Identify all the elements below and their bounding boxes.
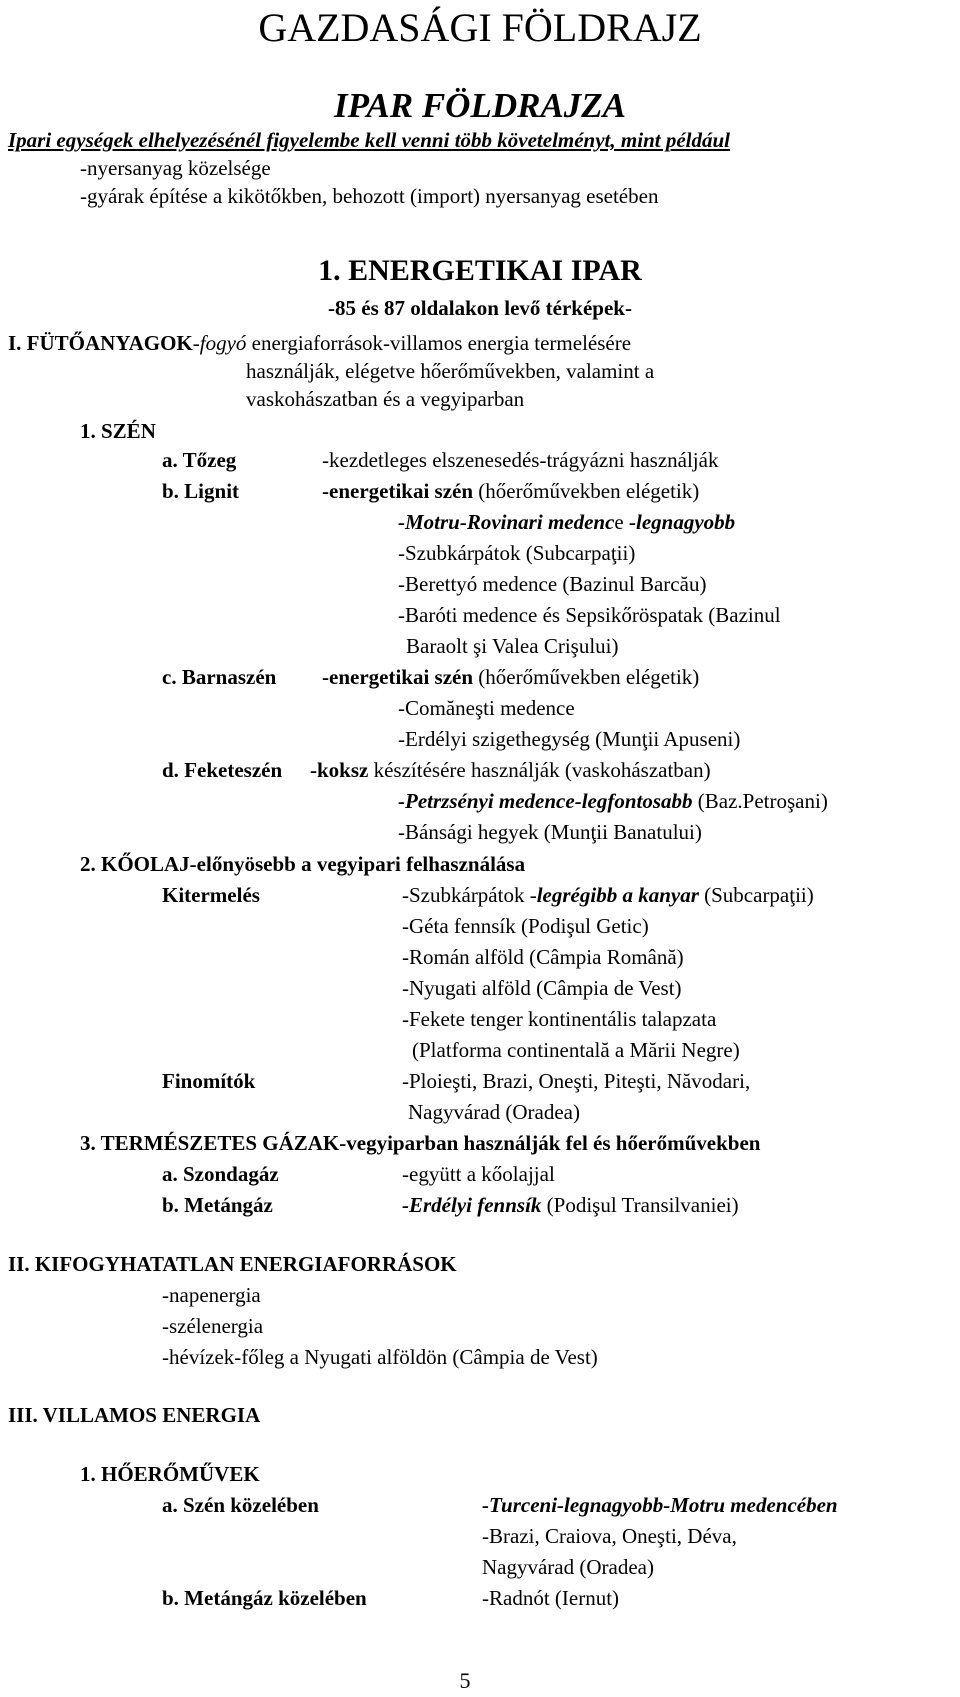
coal-b-label: b. Lignit <box>162 479 240 503</box>
coal-d-desc-rest: készítésére használják (vaskohászatban) <box>368 758 711 782</box>
power-a-item: Nagyvárad (Oradea) <box>482 1555 654 1579</box>
intro-heading: Ipari egységek elhelyezésénél figyelembe kell venni több követelményt, mint például <box>8 128 730 152</box>
renewable-item: -napenergia <box>162 1283 261 1307</box>
coal-b-desc <box>322 478 699 504</box>
gas-b-label: b. Metángáz <box>162 1193 273 1217</box>
part-i-italic: fogyó <box>199 331 247 355</box>
coal-b-desc-rest: (hőerőművekben elégetik) <box>473 479 700 503</box>
power-a-desc: -Turceni-legnagyobb-Motru medencében <box>482 1493 838 1517</box>
intro-item: -gyárak építése a kikötőkben, behozott (import) nyersanyag esetében <box>80 184 659 208</box>
part-i-sep: - <box>192 331 200 355</box>
part-i-rest: energiaforrások-villamos energia termelésére <box>246 331 632 355</box>
coal-d-desc <box>310 757 711 783</box>
coal-d-label: d. Feketeszén <box>162 758 283 782</box>
oil-refinery-label: Finomítók <box>162 1069 256 1093</box>
coal-a-desc: -kezdetleges elszenesedés-trágyázni használják <box>322 448 719 472</box>
black-coal-item-rest: (Baz.Petroşani) <box>692 789 828 813</box>
power-a-item: -Brazi, Craiova, Oneşti, Déva, <box>482 1524 737 1548</box>
part-iii-heading: III. VILLAMOS ENERGIA <box>8 1403 261 1427</box>
page-number: 5 <box>459 1668 471 1693</box>
oil-ex1-post: (Subcarpaţii) <box>698 883 814 907</box>
lignite-item-italic: -legnagyobb <box>629 510 736 534</box>
part-i-line2: használják, elégetve hőerőművekben, valamint a <box>246 359 655 383</box>
coal-d-desc-bold: -koksz <box>310 758 369 782</box>
section-title: 1. ENERGETIKAI IPAR <box>318 254 642 287</box>
lignite-item-plain: e <box>614 510 629 534</box>
coal-heading: 1. SZÉN <box>80 419 156 443</box>
oil-refinery-item: -Ploieşti, Brazi, Oneşti, Piteşti, Năvodari, <box>402 1069 751 1093</box>
oil-refinery-item: Nagyvárad (Oradea) <box>408 1100 580 1124</box>
oil-extraction-item: (Platforma continentală a Mării Negre) <box>412 1038 740 1062</box>
oil-extraction-item: -Nyugati alföld (Câmpia de Vest) <box>402 976 682 1000</box>
gas-heading: 3. TERMÉSZETES GÁZAK-vegyiparban használják fel és hőerőművekben <box>80 1131 761 1155</box>
lignite-item: -Szubkárpátok (Subcarpaţii) <box>398 541 636 565</box>
power-b-label: b. Metángáz közelében <box>162 1586 367 1610</box>
oil-extraction-label: Kitermelés <box>162 883 260 907</box>
intro-item: -nyersanyag közelsége <box>80 156 271 180</box>
maps-note: -85 és 87 oldalakon levő térképek- <box>328 296 632 320</box>
gas-b-desc-rest: (Podişul Transilvaniei) <box>541 1193 739 1217</box>
oil-extraction-item: -Román alföld (Câmpia Română) <box>402 945 684 969</box>
brown-coal-item: -Erdélyi szigethegység (Munţii Apuseni) <box>398 727 741 751</box>
lignite-item: Baraolt şi Valea Crişului) <box>406 634 619 658</box>
part-ii-heading: II. KIFOGYHATATLAN ENERGIAFORRÁSOK <box>8 1252 457 1276</box>
coal-a-label: a. Tőzeg <box>162 448 237 472</box>
power-b-desc: -Radnót (Iernut) <box>482 1586 620 1610</box>
main-title: GAZDASÁGI FÖLDRAJZ <box>258 5 702 50</box>
lignite-item: -Baróti medence és Sepsikőröspatak (Bazinul <box>398 603 781 627</box>
coal-c-desc-bold: -energetikai szén <box>322 665 474 689</box>
black-coal-item-italic: -Petrzsényi medence-legfontosabb <box>398 789 693 813</box>
coal-c-desc <box>322 664 699 690</box>
gas-a-desc: -együtt a kőolajjal <box>402 1162 555 1186</box>
oil-extraction-item: -Fekete tenger kontinentális talapzata <box>402 1007 717 1031</box>
subtitle: IPAR FÖLDRAJZA <box>333 86 627 125</box>
gas-b-desc-italic: -Erdélyi fennsík <box>402 1193 542 1217</box>
oil-ex1-pre: -Szubkárpátok - <box>402 883 537 907</box>
coal-c-label: c. Barnaszén <box>162 665 277 689</box>
part-i-label: I. FÜTŐANYAGOK <box>8 331 193 355</box>
lignite-item <box>398 509 735 535</box>
gas-a-label: a. Szondagáz <box>162 1162 279 1186</box>
power-a-label: a. Szén közelében <box>162 1493 319 1517</box>
lignite-item-italic: -Motru-Rovinari medenc <box>398 510 615 534</box>
gas-b-desc <box>402 1192 739 1218</box>
lignite-item: -Berettyó medence (Bazinul Barcău) <box>398 572 707 596</box>
renewable-item: -szélenergia <box>162 1314 264 1338</box>
oil-extraction-item <box>402 882 814 908</box>
coal-b-desc-bold: -energetikai szén <box>322 479 474 503</box>
brown-coal-item: -Comăneşti medence <box>398 696 575 720</box>
part-i-line3: vaskohászatban és a vegyiparban <box>246 387 525 411</box>
renewable-item: -hévízek-főleg a Nyugati alföldön (Câmpia de Vest) <box>162 1345 598 1369</box>
black-coal-item <box>398 788 828 814</box>
oil-heading: 2. KŐOLAJ-előnyösebb a vegyipari felhasználása <box>80 852 526 876</box>
black-coal-item: -Bánsági hegyek (Munţii Banatului) <box>398 820 702 844</box>
oil-ex1-italic: legrégibb a kanyar <box>536 883 699 907</box>
coal-c-desc-rest: (hőerőművekben elégetik) <box>473 665 700 689</box>
oil-extraction-item: -Géta fennsík (Podişul Getic) <box>402 914 649 938</box>
part-i-line <box>8 330 631 356</box>
part-iii-sub: 1. HŐERŐMŰVEK <box>80 1462 260 1486</box>
